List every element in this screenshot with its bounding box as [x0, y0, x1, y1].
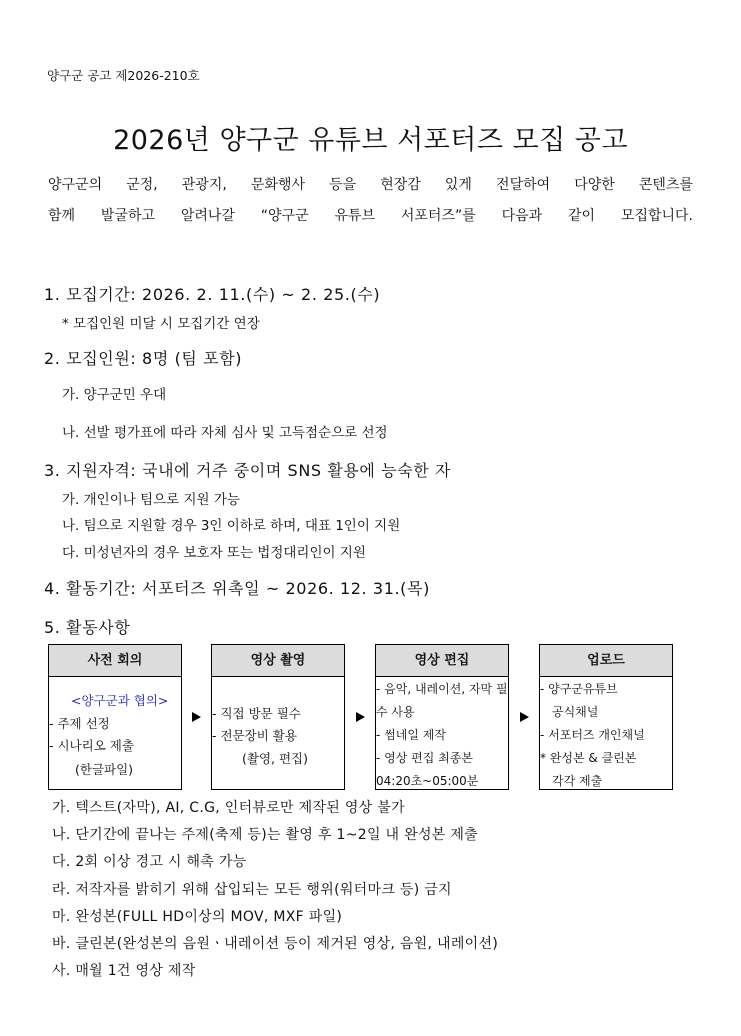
flow-box-line: (촬영, 편집) [242, 751, 309, 766]
flow-box-line: - 직접 방문 필수 [212, 706, 301, 721]
flow-box-upload [539, 644, 673, 790]
flow-box-line: - 전문장비 활용 [212, 728, 297, 743]
section-3-item: 다. 미성년자의 경우 보호자 또는 법정대리인이 지원 [62, 545, 366, 561]
section-5-item: 마. 완성본(FULL HD이상의 MOV, MXF 파일) [52, 909, 343, 925]
flow-box-line: * 완성본 & 클린본 [540, 751, 637, 765]
section-5-item: 나. 단기간에 끝나는 주제(축제 등)는 촬영 후 1~2일 내 완성본 제출 [52, 827, 478, 843]
flow-box-line: - 음악, 내레이션, 자막 필 [376, 682, 508, 696]
intro-line-1: 양구군의 군정, 관광지, 문화행사 등을 현장감 있게 전달하여 다양한 콘텐츠를 [48, 177, 693, 193]
section-5-item: 사. 매월 1건 영상 제작 [52, 963, 196, 979]
flow-arrow-icon [520, 712, 529, 722]
flow-box-line: 각각 제출 [552, 774, 603, 788]
intro-line-2: 함께 발굴하고 알려나갈 “양구군 유튜브 서포터즈”를 다음과 같이 모집합니다. [48, 208, 693, 224]
section-4-heading: 4. 활동기간: 서포터즈 위촉일 ~ 2026. 12. 31.(목) [44, 579, 430, 598]
flow-box-line: <양구군과 협의> [71, 693, 169, 708]
section-2-item: 나. 선발 평가표에 따라 자체 심사 및 고득점순으로 선정 [62, 425, 388, 441]
flow-box-title: 업로드 [540, 645, 672, 677]
flow-box-line: 공식채널 [552, 705, 599, 719]
flow-box-title: 사전 회의 [49, 645, 181, 677]
section-3-item: 나. 팀으로 지원할 경우 3인 이하로 하며, 대표 1인이 지원 [62, 518, 401, 534]
flow-box-line: - 썸네일 제작 [376, 728, 446, 742]
section-5-item: 다. 2회 이상 경고 시 해촉 가능 [52, 854, 247, 870]
page-title: 2026년 양구군 유튜브 서포터즈 모집 공고 [113, 125, 628, 156]
section-2-item: 가. 양구군민 우대 [62, 387, 167, 403]
flow-box-title: 영상 촬영 [212, 645, 344, 677]
section-5-heading: 5. 활동사항 [44, 618, 131, 637]
section-3-item: 가. 개인이나 팀으로 지원 가능 [62, 492, 240, 508]
section-5-item: 바. 클린본(완성본의 음원ㆍ내레이션 등이 제거된 영상, 음원, 내레이션) [52, 936, 499, 952]
flow-arrow-icon [356, 712, 365, 722]
flow-box-line: - 주제 선정 [49, 716, 110, 731]
flow-box-line: - 시나리오 제출 [49, 738, 134, 753]
flow-box-line: - 양구군유튜브 [540, 682, 618, 696]
flow-box-editing [375, 644, 509, 790]
section-1-note: * 모집인원 미달 시 모집기간 연장 [62, 316, 260, 332]
notice-number: 양구군 공고 제2026-210호 [47, 68, 200, 83]
flow-box-line: - 서포터즈 개인채널 [540, 728, 645, 742]
flow-arrow-icon [192, 712, 201, 722]
section-5-item: 가. 텍스트(자막), AI, C.G, 인터뷰로만 제작된 영상 불가 [52, 800, 405, 816]
section-5-item: 라. 저작자를 밝히기 위해 삽입되는 모든 행위(워터마크 등) 금지 [52, 882, 452, 898]
flow-box-line: 수 사용 [376, 705, 415, 719]
flow-box-line: 04:20초~05:00분 [376, 774, 479, 788]
flow-box-filming [211, 644, 345, 790]
flow-box-pre-meeting [48, 644, 182, 790]
flow-box-title: 영상 편집 [376, 645, 508, 677]
section-2-heading: 2. 모집인원: 8명 (팀 포함) [44, 349, 243, 368]
flow-box-line: - 영상 편집 최종본 [376, 751, 473, 765]
flow-box-line: (한글파일) [75, 762, 134, 777]
section-3-heading: 3. 지원자격: 국내에 거주 중이며 SNS 활용에 능숙한 자 [44, 461, 452, 480]
section-1-heading: 1. 모집기간: 2026. 2. 11.(수) ~ 2. 25.(수) [44, 285, 381, 304]
